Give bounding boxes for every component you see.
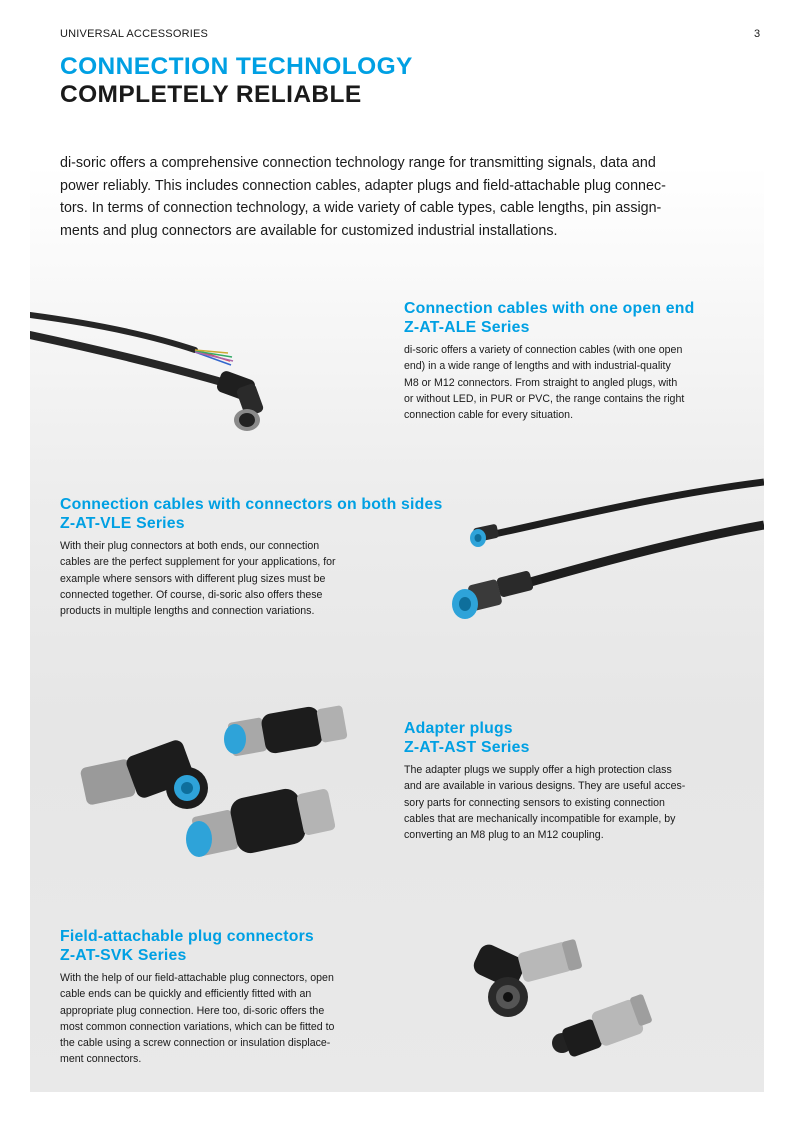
desc-line: sory parts for connecting sensors to existing connection [404, 796, 665, 809]
page-number: 3 [754, 28, 761, 40]
product-description [60, 538, 442, 619]
section-tag: UNIVERSAL ACCESSORIES [60, 28, 209, 40]
product-series: Z-AT-VLE Series [60, 515, 185, 532]
desc-line: and are available in various designs. They are useful acces- [404, 780, 686, 793]
desc-line: cables that are mechanically incompatible for example, by [404, 812, 676, 825]
desc-line: cables are the perfect supplement for your applications, for [60, 556, 336, 569]
product-title: Connection cables with one open end [404, 300, 695, 317]
intro-paragraph [60, 152, 750, 242]
desc-line: The adapter plugs we supply offer a high protection class [404, 764, 672, 776]
headline-line-2: COMPLETELY RELIABLE [60, 81, 362, 108]
desc-line: ment connectors. [60, 1053, 142, 1066]
product-title: Adapter plugs [404, 720, 513, 737]
product-description [60, 970, 334, 1068]
field-attachable-connectors-image [470, 935, 660, 1065]
intro-line: di-soric offers a comprehensive connection technology range for transmitting signals, data and [60, 155, 656, 171]
product-block-vle [60, 495, 442, 619]
desc-line: or without LED, in PUR or PVC, the range contains the right [404, 392, 685, 405]
product-title: Connection cables with connectors on both sides [60, 496, 443, 513]
product-series: Z-AT-ALE Series [404, 319, 530, 336]
desc-line: M8 or M12 connectors. From straight to angled plugs, with [404, 376, 678, 389]
desc-line: example where sensors with different plug sizes must be [60, 572, 326, 585]
desc-line: connection cable for every situation. [404, 409, 574, 422]
desc-line: most common connection variations, which can be fitted to [60, 1020, 335, 1033]
product-series: Z-AT-AST Series [404, 739, 530, 756]
adapter-plugs-image [75, 695, 365, 880]
intro-line: power reliably. This includes connection cables, adapter plugs and field-attachable plug connec- [60, 177, 666, 194]
product-description [404, 342, 695, 423]
desc-line: di-soric offers a variety of connection cables (with one open [404, 344, 683, 356]
desc-line: With their plug connectors at both ends, our connection [60, 540, 320, 552]
intro-line: ments and plug connectors are available for customized industrial installations. [60, 222, 558, 239]
desc-line: end) in a wide range of lengths and with industrial-quality [404, 360, 671, 373]
product-block-ast [404, 719, 685, 843]
desc-line: cable ends can be quickly and efficiently fitted with an [60, 988, 312, 1001]
desc-line: converting an M8 plug to an M12 coupling. [404, 829, 604, 842]
desc-line: appropriate plug connection. Here too, di-soric offers the [60, 1004, 325, 1017]
product-title: Field-attachable plug connectors [60, 928, 314, 945]
desc-line: With the help of our field-attachable plug connectors, open [60, 972, 334, 984]
product-description [404, 762, 685, 843]
cable-open-end-image [30, 295, 300, 445]
desc-line: products in multiple lengths and connection variations. [60, 605, 315, 618]
headline-line-1: CONNECTION TECHNOLOGY [60, 53, 413, 80]
product-block-svk [60, 927, 334, 1068]
product-block-ale [404, 299, 695, 423]
cables-both-sides-image [440, 470, 764, 630]
product-series: Z-AT-SVK Series [60, 947, 187, 964]
desc-line: connected together. Of course, di-soric also offers these [60, 588, 323, 601]
page-headline [60, 53, 413, 109]
intro-line: tors. In terms of connection technology, a wide variety of cable types, cable lengths, pin assign- [60, 200, 662, 217]
desc-line: the cable using a screw connection or insulation displace- [60, 1037, 331, 1050]
